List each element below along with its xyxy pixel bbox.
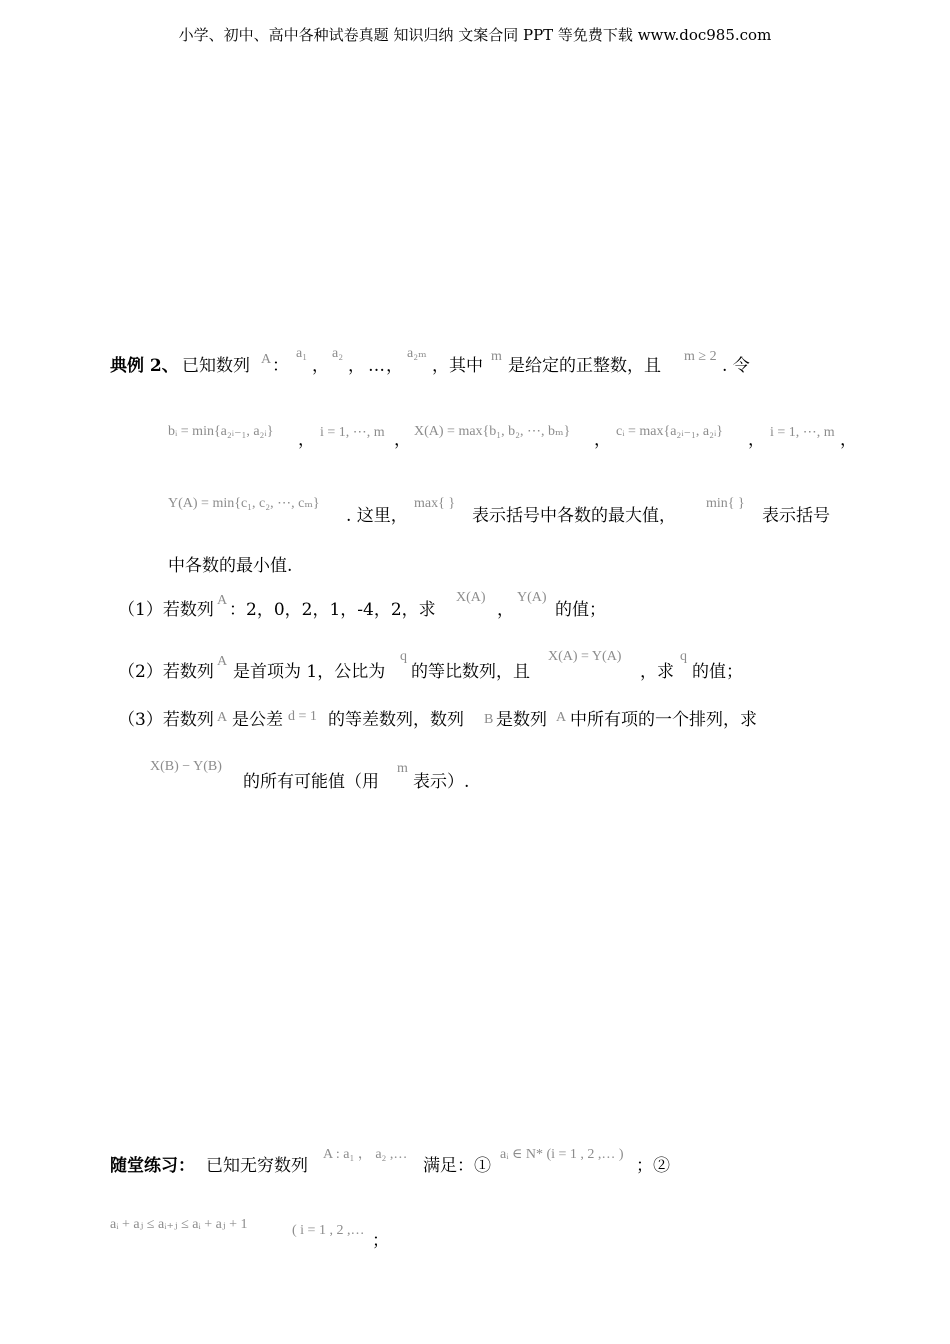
def-sep-2: ， <box>394 430 411 450</box>
q2-body: 是首项为 1，公比为 <box>233 662 386 682</box>
q3-prefix: （3）若数列 <box>118 710 214 730</box>
practice-label: 随堂练习： <box>110 1156 195 1176</box>
q1-tail: 的值； <box>555 600 606 620</box>
sep-2: ， <box>348 356 365 376</box>
practice-satisfy: 满足：① <box>423 1156 491 1176</box>
def-i-range-1: i = 1, ⋯, m <box>320 425 385 440</box>
practice-condition-2: aᵢ + aⱼ ≤ aᵢ₊ⱼ ≤ aᵢ + aⱼ + 1 <box>110 1217 248 1232</box>
practice-condition-1: aᵢ ∈ N* (i = 1 , 2 ,… ) <box>500 1147 624 1162</box>
q2-A: A <box>217 654 228 669</box>
sep-1: ， <box>312 356 329 376</box>
q2-body2: 的等比数列，且 <box>411 662 530 682</box>
colon: ： <box>272 356 289 376</box>
q3-body2: 的等差数列，数列 <box>328 710 464 730</box>
def-c: cᵢ = max{a₂ᵢ₋₁, a₂ᵢ} <box>616 424 723 439</box>
q2-prefix: （2）若数列 <box>118 662 214 682</box>
def-sep-4: ， <box>748 430 765 450</box>
q3-body5: 的所有可能值（用 <box>243 772 379 792</box>
example-label: 典例 2、 <box>110 356 179 376</box>
cond-m-ge-2: m ≥ 2 <box>684 349 717 364</box>
q3-B: B <box>484 712 494 727</box>
term-a1: a₁ <box>296 346 308 361</box>
practice-condition-2-range: ( i = 1 , 2 ,… <box>292 1223 365 1238</box>
def-sep-1: ， <box>298 430 315 450</box>
def-Y: Y(A) = min{c₁, c₂, ⋯, cₘ} <box>168 496 320 511</box>
min-symbol: min{ } <box>706 496 745 511</box>
def-b: bᵢ = min{a₂ᵢ₋₁, a₂ᵢ} <box>168 424 274 439</box>
q3-A: A <box>217 710 228 725</box>
q1-body: ：2，0，2，1，-4，2，求 <box>229 600 436 620</box>
q2-equation: X(A) = Y(A) <box>548 649 622 664</box>
continuation-text: 中各数的最小值. <box>168 556 293 576</box>
q2-tail: 的值； <box>692 662 743 682</box>
seq-name-A: A <box>261 352 272 367</box>
def-X: X(A) = max{b₁, b₂, ⋯, bₘ} <box>414 424 571 439</box>
ling: . 令 <box>722 356 750 376</box>
q3-A-2: A <box>556 710 567 725</box>
q3-d-equals-1: d = 1 <box>288 709 317 724</box>
min-description: 表示括号 <box>762 506 830 526</box>
mid-text-2: 是给定的正整数，且 <box>508 356 661 376</box>
var-m: m <box>491 349 502 364</box>
q1-XA: X(A) <box>456 590 486 605</box>
q1-comma: ， <box>497 600 514 620</box>
term-a2: a₂ <box>332 346 344 361</box>
q3-m: m <box>397 761 408 776</box>
q3-body: 是公差 <box>232 710 283 730</box>
here-text: . 这里， <box>346 506 408 526</box>
q3-tail: 表示）. <box>413 772 470 792</box>
sep-3: ， <box>386 356 403 376</box>
example-intro: 已知数列 <box>182 356 250 376</box>
term-ellipsis: … <box>368 356 385 376</box>
def-sep-3: ， <box>594 430 611 450</box>
q1-prefix: （1）若数列 <box>118 600 214 620</box>
practice-semicolon-2: ； <box>372 1231 389 1251</box>
practice-semicolon: ；② <box>636 1156 670 1176</box>
page-header: 小学、初中、高中各种试卷真题 知识归纳 文案合同 PPT 等免费下载 www.doc985.com <box>178 26 772 44</box>
q3-body3: 是数列 <box>496 710 547 730</box>
q3-body4: 中所有项的一个排列，求 <box>570 710 757 730</box>
term-a2m: a₂ₘ <box>407 346 427 361</box>
mid-text-1: ，其中 <box>432 356 483 376</box>
q2-q-2: q <box>680 649 687 664</box>
max-symbol: max{ } <box>414 496 456 511</box>
practice-intro: 已知无穷数列 <box>206 1156 308 1176</box>
q2-body3: ，求 <box>640 662 674 682</box>
q2-q: q <box>400 649 407 664</box>
max-description: 表示括号中各数的最大值， <box>472 506 676 526</box>
def-i-range-2: i = 1, ⋯, m <box>770 425 835 440</box>
q3-expression: X(B) − Y(B) <box>150 759 222 774</box>
practice-sequence: A : a₁ ， a₂ ,… <box>323 1147 408 1162</box>
q1-YA: Y(A) <box>517 590 547 605</box>
def-sep-5: ， <box>840 430 857 450</box>
q1-A: A <box>217 593 228 608</box>
